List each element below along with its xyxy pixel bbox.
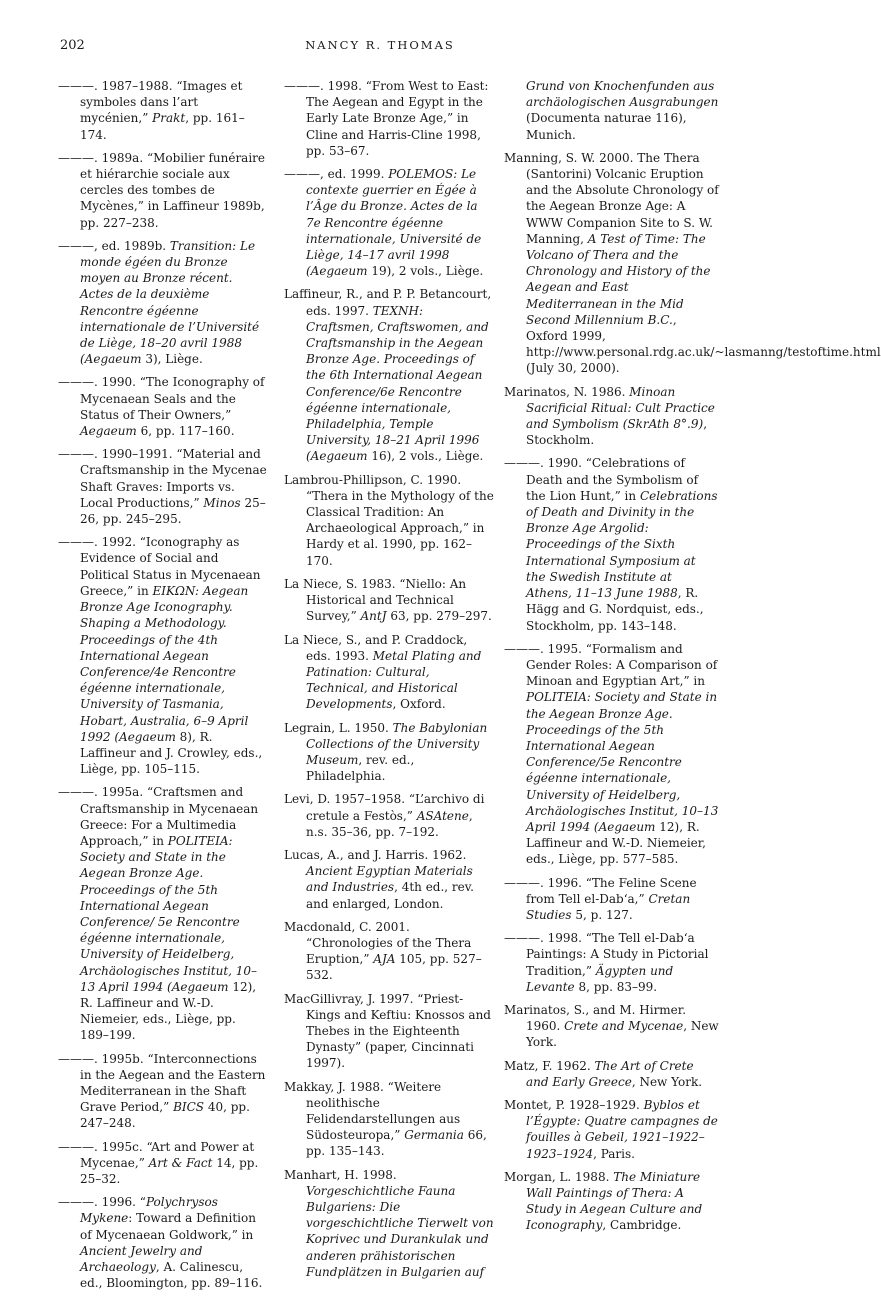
entry-text: ———. 1990. “Celebrations of Death and the Symbolism of the Lion Hunt,” in <box>504 456 699 503</box>
italic-title: Germania <box>404 1128 464 1143</box>
entry-text: ———. 1995. “Formalism and Gender Roles: A Comparison of Minoan and Egyptian Art,” in <box>504 641 718 689</box>
italic-title: POLEMOS: Le contexte guerrier en Égée à l’Âge du Bronze. Actes de la 7e Rencontre égéenne internationale, Université de Liège, 14–17 avril 1998 (Aegaeum <box>306 167 482 279</box>
entry-text: Marinatos, N. 1986. <box>504 384 630 399</box>
bibliography-entry <box>284 720 494 785</box>
italic-title: Cretan Studies <box>526 891 691 922</box>
bibliography-entry <box>58 78 268 143</box>
entry-text: ———. 1995c. “Art and Power at Mycenae,” <box>58 1139 255 1170</box>
page-number: 202 <box>60 38 85 53</box>
bibliography-column-2 <box>284 78 494 1287</box>
bibliography-entry <box>504 1097 719 1162</box>
entry-text: ———, ed. 1989b. <box>58 238 170 253</box>
bibliography-entry <box>504 930 719 995</box>
italic-title: AntJ <box>360 609 387 624</box>
italic-title: Vorgeschichtliche Fauna Bulgariens: Die vorgeschichtliche Tierwelt von Koprivec und Durankulak und anderen prähistorischen Fundplätzen in Bulgarien auf <box>306 1183 494 1279</box>
entry-text: ———. 1996. “The Feline Scene from Tell el-Dab‘a,” <box>504 875 697 906</box>
entry-text: ———. 1990–1991. “Material and Craftsmanship in the Mycenae Shaft Graves: Imports vs. Local Productions,” <box>58 447 267 510</box>
bibliography-entry <box>58 1051 268 1132</box>
entry-text: 8, pp. 83–99. <box>574 979 658 994</box>
entry-text: 8), R. Laffineur and J. Crowley, eds., Liège, pp. 105–115. <box>80 729 263 777</box>
entry-text: 66, pp. 135–143. <box>306 1128 487 1159</box>
bibliography-entry <box>504 455 719 633</box>
bibliography-entry <box>284 78 494 159</box>
entry-text: , n.s. 35–36, pp. 7–192. <box>306 808 473 839</box>
entry-text: 105, pp. 527–532. <box>306 952 482 983</box>
bibliography-entry <box>284 472 494 569</box>
bibliography-column-1 <box>58 78 268 1298</box>
italic-title: A Test of Time: The Volcano of Thera and the Chronology and History of the Aegean and East Mediterranean in the Mid Second Millennium B.C. <box>526 231 711 327</box>
italic-title: Ancient Egyptian Materials and Industries <box>306 864 473 895</box>
bibliography-entry <box>284 1079 494 1160</box>
italic-title: POLITEIA: Society and State in the Aegean Bronze Age. Proceedings of the 5th International Aegean Conference/5e Rencontre égéenne internationale, University of Heidelberg, Archäologisches Institut, 10–13 April 1994 (Aegaeum <box>526 690 719 834</box>
italic-title: Art & Fact <box>148 1155 213 1170</box>
entry-text: (Documenta naturae 116), Munich. <box>526 111 687 142</box>
entry-text: Matz, F. 1962. <box>504 1058 595 1073</box>
entry-text: Marinatos, S., and M. Hirmer. 1960. <box>504 1002 687 1034</box>
italic-title: The Art of Crete and Early Greece <box>526 1058 694 1089</box>
entry-text: ———. 1992. “Iconography as Evidence of Social and Political Status in Mycenaean Greece,” in <box>58 535 261 598</box>
entry-text: ———. 1998. “From West to East: The Aegean and Egypt in the Early Late Bronze Age,” in Cline and Harris-Cline 1998, pp. 53–67. <box>284 79 489 158</box>
italic-title: The Miniature Wall Paintings of Thera: A Study in Aegean Culture and Iconography <box>526 1169 703 1233</box>
entry-text: 12), R. Laffineur and W.-D. Niemeier, eds., Liège, pp. 189–199. <box>80 979 257 1043</box>
bibliography-entry <box>58 1139 268 1188</box>
entry-text: ———. 1996. “ <box>58 1195 146 1210</box>
entry-text: ———. 1995b. “Interconnections in the Aegean and the Eastern Mediterranean in the Shaft Grave Period,” <box>58 1051 266 1115</box>
running-head: NANCY R. THOMAS <box>305 38 455 52</box>
entry-text: , A. Calinescu, ed., Bloomington, pp. 89–116. <box>80 1260 263 1291</box>
bibliography-entry <box>284 166 494 279</box>
entry-text: ———. 1989a. “Mobilier funéraire et hiérarchie sociale aux cercles des tombes de Mycènes,” in Laffineur 1989b, pp. 227–238. <box>58 150 266 230</box>
entry-text: , Cambridge. <box>602 1218 682 1233</box>
bibliography-entry <box>284 847 494 912</box>
bibliography-entry <box>58 534 268 777</box>
italic-title: Celebrations of Death and Divinity in the Bronze Age Argolid: Proceedings of the Sixth International Symposium at the Swedish Institute at Athens, 11–13 June 1988 <box>526 488 718 601</box>
entry-text: 19), 2 vols., Liège. <box>367 264 484 279</box>
entry-text: , Oxford 1999, http://www.personal.rdg.ac.uk/~lasmanng/testoftime.html (July 30, 2000). <box>526 312 881 376</box>
bibliography-entry <box>504 1002 719 1051</box>
entry-text: Manhart, H. 1998. <box>284 1167 397 1182</box>
bibliography-entry <box>58 238 268 368</box>
bibliography-entry <box>504 641 719 868</box>
italic-title: Ancient Jewelry and Archaeology <box>80 1243 203 1275</box>
bibliography-entry <box>58 150 268 231</box>
bibliography-entry <box>504 384 719 449</box>
entry-text: Lucas, A., and J. Harris. 1962. <box>284 847 467 862</box>
entry-text: 12), R. Laffineur and W.-D. Niemeier, eds., Liège, pp. 577–585. <box>526 819 706 867</box>
entry-text: , New York. <box>631 1074 703 1089</box>
entry-text: , R. Hägg and G. Nordquist, eds., Stockholm, pp. 143–148. <box>526 586 704 633</box>
entry-text: 6, pp. 117–160. <box>136 424 235 439</box>
entry-text: MacGillivray, J. 1997. “Priest-Kings and Keftiu: Knossos and Thebes in the Eighteenth Dynasty” (paper, Cincinnati 1997). <box>284 991 491 1071</box>
italic-title: The Babylonian Collections of the University Museum <box>306 720 488 767</box>
bibliography-entry <box>504 1169 719 1234</box>
entry-text: 63, pp. 279–297. <box>386 609 492 624</box>
bibliography-column-3 <box>504 78 881 1241</box>
entry-text: Morgan, L. 1988. <box>504 1169 614 1184</box>
bibliography-entry <box>504 78 719 143</box>
entry-text: , Stockholm. <box>526 417 708 448</box>
entry-text: , rev. ed., Philadelphia. <box>306 752 415 784</box>
entry-text: Manning, S. W. 2000. The Thera (Santorini) Volcanic Eruption and the Absolute Chronology of the Aegean Bronze Age: A WWW Companion Site to S. W. Manning, <box>504 150 719 246</box>
italic-title: Minos <box>203 495 241 510</box>
entry-text: ———. 1998. “The Tell el-Dab‘a Paintings: A Study in Pictorial Tradition,” <box>504 931 709 978</box>
bibliography-entry <box>284 576 494 625</box>
entry-text: Lambrou-Phillipson, C. 1990. “Thera in the Mythology of the Classical Tradition: An Archaeological Approach,” in Hardy et al. 1990, pp. 162–170. <box>284 472 494 568</box>
entry-text: 16), 2 vols., Liège. <box>367 449 484 464</box>
italic-title: Transition: Le monde égéen du Bronze moyen au Bronze récent. Actes de la deuxième Rencontre égéenne internationale de l’Université de Liège, 18–20 avril 1988 (Aegaeum <box>80 238 260 367</box>
entry-text: 40, pp. 247–248. <box>80 1100 250 1131</box>
entry-text: , pp. 161–174. <box>80 111 245 142</box>
entry-text: 14, pp. 25–32. <box>80 1155 259 1186</box>
bibliography-entry <box>58 784 268 1043</box>
entry-text: ———. 1995a. “Craftsmen and Craftsmanship in Mycenaean Greece: For a Multimedia Approach,” in <box>58 785 259 848</box>
bibliography-entry <box>504 150 881 377</box>
bibliography-entry <box>504 1058 719 1090</box>
entry-text: , Oxford. <box>392 697 446 712</box>
entry-text: ———. 1987–1988. “Images et symboles dans l’art mycénien,” <box>58 79 243 126</box>
entry-text: Legrain, L. 1950. <box>284 720 393 735</box>
bibliography-entry <box>284 791 494 840</box>
entry-text: , New York. <box>526 1019 719 1050</box>
bibliography-entry <box>58 1194 268 1291</box>
italic-title: Byblos et l’Égypte: Quatre campagnes de fouilles à Gebeil, 1921–1922–1923–1924 <box>526 1097 718 1161</box>
entry-text: La Niece, S. 1983. “Niello: An Historical and Technical Survey,” <box>284 576 467 624</box>
entry-text: : Toward a Definition of Mycenaean Goldwork,” in <box>80 1211 256 1242</box>
italic-title: Ägypten und Levante <box>526 963 674 994</box>
entry-text: 25–26, pp. 245–295. <box>80 495 266 527</box>
italic-title: ASAtene <box>416 808 469 823</box>
bibliography-entry <box>284 286 494 464</box>
entry-text: Macdonald, C. 2001. “Chronologies of the Thera Eruption,” <box>284 919 472 967</box>
entry-text: , Paris. <box>593 1146 635 1161</box>
italic-title: Prakt <box>152 111 186 126</box>
italic-title: Polychrysos Mykene <box>80 1195 218 1226</box>
italic-title: Crete and Mycenae <box>564 1019 684 1034</box>
entry-text: Makkay, J. 1988. “Weitere neolithische Felidendarstellungen aus Südosteuropa,” <box>284 1079 461 1143</box>
entry-text: ———, ed. 1999. <box>284 167 389 182</box>
bibliography-entry <box>58 374 268 439</box>
bibliography-entry <box>284 991 494 1072</box>
italic-title: TEXNH: Craftsmen, Craftswomen, and Craftsmanship in the Aegean Bronze Age. Proceedings of the 6th International Aegean Conference/6e Rencontre égéenne internationale, Philadelphia, Temple University, 18–21 April 1996 (Aegaeum <box>306 303 489 464</box>
bibliography-entry <box>504 875 719 924</box>
entry-text: Laffineur, R., and P. P. Betancourt, eds. 1997. <box>284 287 492 318</box>
entry-text: Levi, D. 1957–1958. “L’archivo di cretule a Festòs,” <box>284 792 485 823</box>
bibliography-entry <box>284 1167 494 1280</box>
italic-title: Grund von Knochenfunden aus archäologischen Ausgrabungen <box>526 79 719 110</box>
bibliography-entry <box>284 919 494 984</box>
italic-title: POLITEIA: Society and State in the Aegean Bronze Age. Proceedings of the 5th International Aegean Conference/ 5e Rencontre égéenne internationale, University of Heidelberg, Archäologisches Institut, 10–13 April 1994 (Aegaeum <box>80 833 258 994</box>
italic-title: EIKΩN: Aegean Bronze Age Iconography. Shaping a Methodology. Proceedings of the 4th International Aegean Conference/4e Rencontre égéenne internationale, University of Tasmania, Hobart, Australia, 6–9 April 1992 (Aegaeum <box>80 583 249 744</box>
italic-title: Metal Plating and Patination: Cultural, Technical, and Historical Developments <box>306 648 482 712</box>
entry-text: 3), Liège. <box>141 352 203 367</box>
entry-text: Montet, P. 1928–1929. <box>504 1097 644 1112</box>
entry-text: 5, p. 127. <box>571 907 633 922</box>
entry-text: ———. 1990. “The Iconography of Mycenaean Seals and the Status of Their Owners,” <box>58 375 265 422</box>
entry-text: , 4th ed., rev. and enlarged, London. <box>306 880 474 911</box>
entry-text: La Niece, S., and P. Craddock, eds. 1993. <box>284 632 468 663</box>
italic-title: Aegaeum <box>80 424 137 439</box>
bibliography-entry <box>58 446 268 527</box>
italic-title: Minoan Sacrificial Ritual: Cult Practice and Symbolism (SkrAth 8°.9) <box>526 384 715 432</box>
italic-title: AJA <box>373 952 396 967</box>
bibliography-entry <box>284 632 494 713</box>
italic-title: BICS <box>173 1100 205 1115</box>
